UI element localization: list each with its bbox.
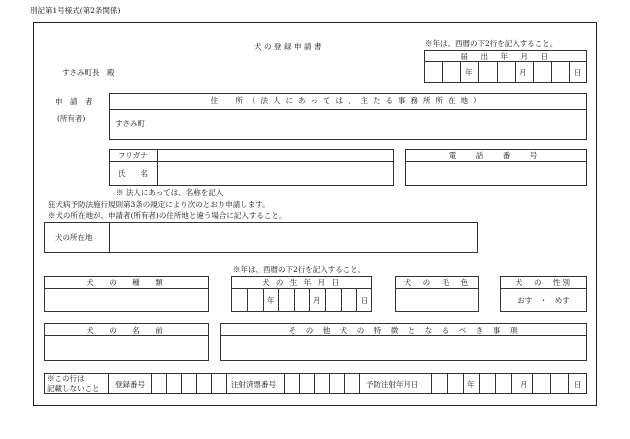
birthdate-label: 犬 の 生 年 月 日: [262, 278, 341, 287]
coat-input[interactable]: [396, 289, 478, 311]
furigana-input[interactable]: [158, 150, 393, 161]
registration-label: 登録番号: [115, 380, 145, 389]
phone-header: 電 話 番 号: [448, 151, 544, 160]
form-title: 犬の登録申請書: [254, 42, 324, 51]
vaccination-year-label: 年: [467, 380, 475, 389]
dog-name-input[interactable]: [45, 336, 208, 360]
office-note-line1: ※この行は: [47, 374, 85, 383]
era-note-top: ※年は、西暦の下2行を記入すること。: [425, 39, 558, 48]
dog-location-input[interactable]: [110, 223, 477, 252]
applicant-label: 申 請 者: [55, 97, 93, 106]
addressee: すさみ町長 殿: [62, 68, 115, 77]
office-note-line2: 記載しないこと: [47, 384, 100, 393]
address-divider: [109, 109, 587, 110]
breed-label: 犬 の 種 類: [86, 278, 167, 287]
coat-label: 犬 の 毛 色: [403, 278, 471, 287]
vaccination-ticket-label: 注射済票番号: [231, 380, 276, 389]
sex-divider: [500, 288, 587, 289]
sex-label: 犬 の 性別: [515, 278, 572, 287]
filing-date-label: 届 出 年 月 日: [460, 52, 551, 61]
era-note-dog: ※年は、西暦の下2行を記入すること。: [233, 265, 366, 274]
sex-options[interactable]: おす ・ めす: [517, 296, 570, 305]
birth-year-label: 年: [267, 296, 275, 305]
owner-paren-label: (所有者): [57, 114, 86, 123]
furigana-label: フリガナ: [118, 151, 148, 160]
location-note: ※犬の所在地が、申請者(所有者)の住所地と違う場合に記入すること。: [48, 211, 287, 220]
vaccination-day-label: 日: [574, 380, 582, 389]
form-label: 別記第1号様式(第2条関係): [30, 6, 121, 15]
features-label: そ の 他 犬 の 特 徴 と な る べ き 事 項: [288, 326, 519, 335]
vaccination-month-label: 月: [520, 380, 528, 389]
breed-input[interactable]: [45, 289, 208, 311]
dog-location-label: 犬の所在地: [55, 233, 93, 242]
address-header: 住 所（法人にあっては、主たる事務所所在地）: [210, 96, 486, 105]
filing-month-label: 月: [519, 68, 527, 77]
dog-name-label: 犬 の 名 前: [86, 326, 167, 335]
filing-year-label: 年: [465, 68, 473, 77]
birth-month-label: 月: [313, 296, 321, 305]
phone-input[interactable]: [406, 162, 586, 185]
features-input[interactable]: [221, 336, 586, 360]
corp-note: ※ 法人にあっては、名称を記入: [116, 188, 224, 197]
birth-day-label: 日: [361, 296, 369, 305]
applicant-name-label: 氏 名: [118, 169, 148, 178]
birthdate-divider: [231, 288, 372, 289]
address-value[interactable]: すさみ町: [115, 119, 145, 128]
vaccination-date-label: 予防注射年月日: [366, 380, 419, 389]
filing-date-divider: [424, 61, 587, 62]
office-divider: [108, 373, 109, 394]
filing-day-label: 日: [574, 68, 582, 77]
applicant-name-input[interactable]: [158, 162, 393, 185]
declaration-statement: 狂犬病予防法施行規則第3条の規定により次のとおり申請します。: [48, 200, 270, 209]
